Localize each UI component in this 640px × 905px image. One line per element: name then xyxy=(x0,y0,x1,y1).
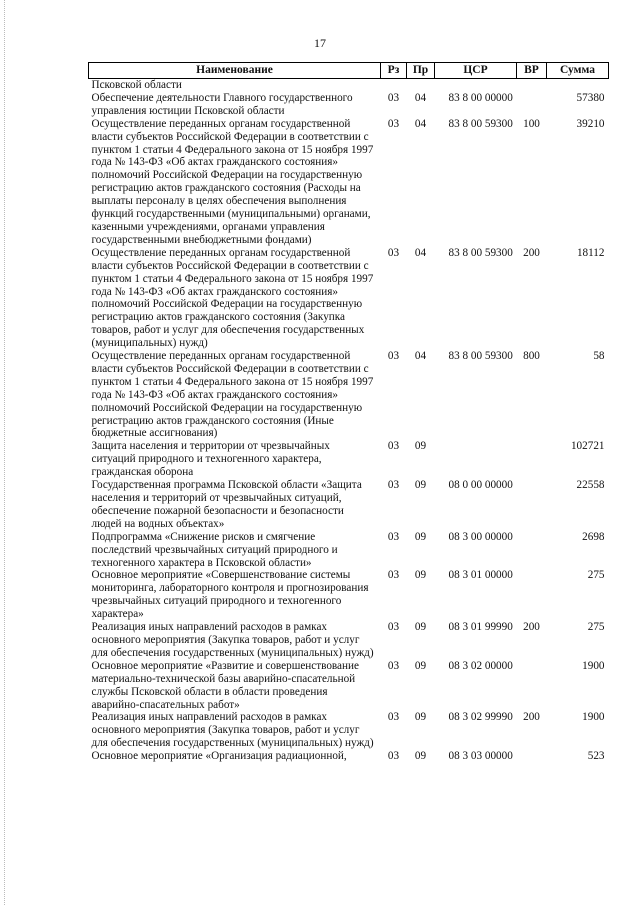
cell-rz: 03 xyxy=(387,350,400,363)
cell-pr: 09 xyxy=(414,440,427,453)
cell-pr: 09 xyxy=(414,530,427,543)
cell-rz: 03 xyxy=(387,711,400,724)
cell-rz: 03 xyxy=(387,440,400,453)
header-rz: Рз xyxy=(381,63,407,79)
cell-name: Осуществление переданных органам государственной власти субъектов Российской Федерации в соответствии с пунктом 1 статьи 4 Федерального закона от 15 ноября 1997 года № 143-ФЗ «Об актах гражданского состояния» полномочий Российской Федерации на государственную регистрацию актов гражданского состояния (Расходы на выплаты персоналу в целях обеспечения выполнения функций государственными (муниципальными) органами, казенными учреждениями, органами управления государственными внебюджетными фондами) xyxy=(91,117,374,246)
cell-sum: 1900 xyxy=(582,659,605,672)
cell-rz: 03 xyxy=(387,569,400,582)
cell-csr xyxy=(435,440,517,479)
table-row xyxy=(89,531,609,570)
cell-sum xyxy=(547,79,609,92)
cell-sum: 102721 xyxy=(570,440,605,453)
cell-name: Подпрограмма «Снижение рисков и смягчение последствий чрезвычайных ситуаций природного и техногенного характера в Псковской области» xyxy=(91,530,338,569)
cell-rz: 03 xyxy=(387,659,400,672)
cell-pr: 09 xyxy=(414,659,427,672)
cell-vr xyxy=(517,440,547,479)
cell-csr: 08 3 02 99990 xyxy=(448,711,513,724)
cell-rz: 03 xyxy=(387,91,400,104)
budget-table xyxy=(88,62,609,763)
cell-sum: 22558 xyxy=(576,479,605,492)
table-body xyxy=(89,79,609,764)
cell-csr: 08 3 02 00000 xyxy=(448,659,513,672)
cell-csr: 08 3 01 99990 xyxy=(448,621,513,634)
header-name: Наименование xyxy=(89,63,381,79)
cell-pr: 04 xyxy=(414,350,427,363)
cell-rz: 03 xyxy=(387,246,400,259)
cell-vr: 800 xyxy=(523,350,540,363)
cell-sum: 58 xyxy=(593,350,605,363)
cell-vr xyxy=(517,531,547,570)
cell-name: Осуществление переданных органам государственной власти субъектов Российской Федерации в соответствии с пунктом 1 статьи 4 Федерального закона от 15 ноября 1997 года № 143-ФЗ «Об актах гражданского состояния» полномочий Российской Федерации на государственную регистрацию актов гражданского состояния (Закупка товаров, работ и услуг для обеспечения государственных (муниципальных) нужд) xyxy=(91,246,374,350)
cell-sum: 18112 xyxy=(576,246,605,259)
table-row xyxy=(89,711,609,750)
header-vr: ВР xyxy=(517,63,547,79)
table-row xyxy=(89,440,609,479)
cell-csr: 08 3 00 00000 xyxy=(448,530,513,543)
cell-vr xyxy=(517,479,547,531)
cell-csr: 83 8 00 59300 xyxy=(448,350,513,363)
cell-name: Основное мероприятие «Организация радиационной, xyxy=(91,750,347,763)
cell-pr: 09 xyxy=(414,569,427,582)
cell-name: Защита населения и территории от чрезвычайных ситуаций природного и техногенного характера, гражданская оборона xyxy=(91,440,330,479)
cell-pr: 09 xyxy=(414,750,427,763)
cell-pr: 09 xyxy=(414,479,427,492)
cell-rz: 03 xyxy=(387,530,400,543)
cell-vr xyxy=(517,750,547,763)
cell-vr: 100 xyxy=(523,117,540,130)
cell-rz xyxy=(381,79,407,92)
cell-pr: 09 xyxy=(414,711,427,724)
table-row xyxy=(89,569,609,621)
page-number: 17 xyxy=(314,36,326,50)
cell-name: Псковской области xyxy=(91,79,182,91)
cell-pr: 04 xyxy=(414,246,427,259)
table-row xyxy=(89,660,609,712)
cell-rz: 03 xyxy=(387,479,400,492)
cell-name: Основное мероприятие «Совершенствование системы мониторинга, лабораторного контроля и прогнозирования чрезвычайных ситуаций природного и техногенного характера» xyxy=(91,569,369,621)
scan-edge xyxy=(4,0,6,905)
cell-pr: 09 xyxy=(414,621,427,634)
table-row xyxy=(89,750,609,763)
table-row xyxy=(89,350,609,440)
cell-csr: 83 8 00 00000 xyxy=(448,91,513,104)
cell-vr xyxy=(517,569,547,621)
cell-vr: 200 xyxy=(523,246,540,259)
cell-sum: 2698 xyxy=(582,530,605,543)
cell-vr: 200 xyxy=(523,711,540,724)
table-row xyxy=(89,621,609,660)
header-pr: Пр xyxy=(407,63,435,79)
cell-rz: 03 xyxy=(387,117,400,130)
header-csr: ЦСР xyxy=(435,63,517,79)
cell-pr xyxy=(407,79,435,92)
cell-name: Обеспечение деятельности Главного государственного управления юстиции Псковской области xyxy=(91,91,353,117)
cell-pr: 04 xyxy=(414,91,427,104)
cell-sum: 275 xyxy=(587,621,605,634)
cell-name: Реализация иных направлений расходов в рамках основного мероприятия (Закупка товаров, работ и услуг для обеспечения государственных (муниципальных) нужд) xyxy=(91,621,374,659)
cell-csr: 08 0 00 00000 xyxy=(448,479,513,492)
cell-name: Государственная программа Псковской области «Защита населения и территорий от чрезвычайных ситуаций, обеспечение пожарной безопасности и безопасности людей на водных объектах» xyxy=(91,479,362,530)
cell-sum: 523 xyxy=(587,750,605,763)
cell-csr: 08 3 03 00000 xyxy=(448,750,513,763)
cell-rz: 03 xyxy=(387,621,400,634)
cell-csr: 08 3 01 00000 xyxy=(448,569,513,582)
cell-vr xyxy=(517,660,547,712)
cell-sum: 275 xyxy=(587,569,605,582)
cell-rz: 03 xyxy=(387,750,400,763)
table-row xyxy=(89,479,609,531)
cell-vr xyxy=(517,92,547,118)
table-row xyxy=(89,247,609,350)
cell-pr: 04 xyxy=(414,117,427,130)
table-header xyxy=(89,63,609,79)
cell-csr: 83 8 00 59300 xyxy=(448,117,513,130)
cell-name: Реализация иных направлений расходов в рамках основного мероприятия (Закупка товаров, работ и услуг для обеспечения государственных (муниципальных) нужд) xyxy=(91,711,374,750)
cell-vr xyxy=(517,79,547,92)
cell-csr xyxy=(435,79,517,92)
table-row xyxy=(89,79,609,92)
cell-vr: 200 xyxy=(523,621,540,634)
cell-sum: 39210 xyxy=(576,117,605,130)
table-row xyxy=(89,118,609,247)
cell-name: Осуществление переданных органам государственной власти субъектов Российской Федерации в соответствии с пунктом 1 статьи 4 Федерального закона от 15 ноября 1997 года № 143-ФЗ «Об актах гражданского состояния» полномочий Российской Федерации на государственную регистрацию актов гражданского состояния (Иные бюджетные ассигнования) xyxy=(91,350,374,440)
cell-name: Основное мероприятие «Развитие и совершенствование материально-технической базы аварийно-спасательной службы Псковской области в области проведения аварийно-спасательных работ» xyxy=(91,659,359,711)
header-sum: Сумма xyxy=(547,63,609,79)
cell-sum: 1900 xyxy=(582,711,605,724)
cell-sum: 57380 xyxy=(576,91,605,104)
cell-csr: 83 8 00 59300 xyxy=(448,246,513,259)
table-row xyxy=(89,92,609,118)
